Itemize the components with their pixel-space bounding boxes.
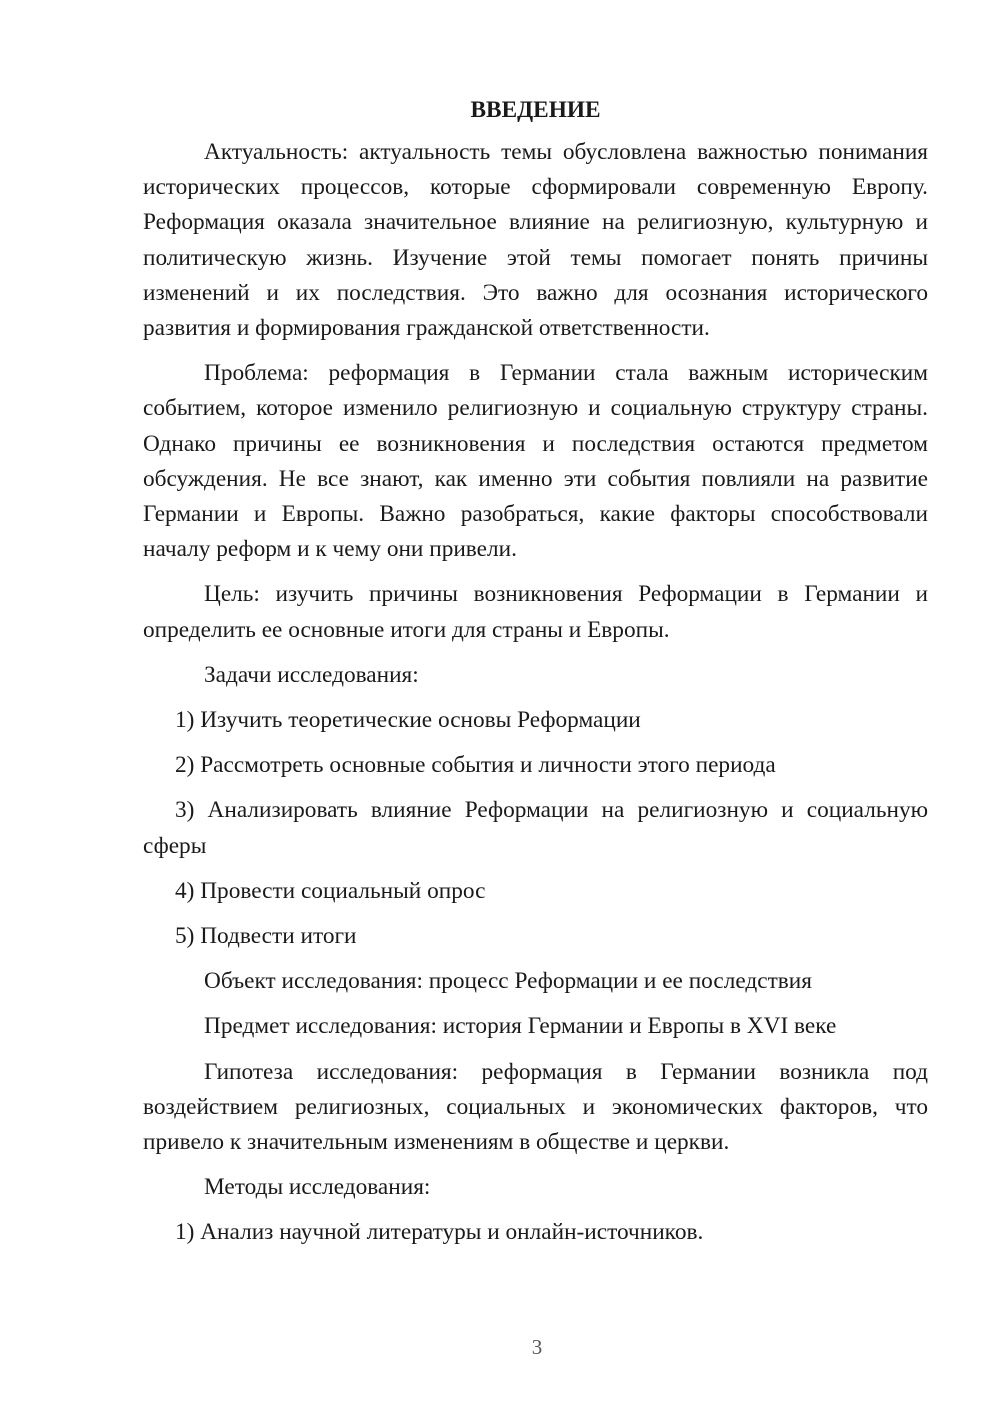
goal-paragraph: Цель: изучить причины возникновения Реформации в Германии и определить ее основные итоги для страны и Европы. <box>143 581 928 643</box>
task-item: 1) Изучить теоретические основы Реформации <box>175 707 641 734</box>
subject-line: Предмет исследования: история Германии и Европы в XVI веке <box>204 1013 837 1040</box>
object-line: Объект исследования: процесс Реформации и ее последствия <box>204 968 812 995</box>
task-item: 5) Подвести итоги <box>175 923 357 950</box>
task-item: 4) Провести социальный опрос <box>175 877 486 904</box>
method-item: 1) Анализ научной литературы и онлайн-источников. <box>175 1219 704 1246</box>
relevance-paragraph: Актуальность: актуальность темы обусловлена важностью понимания исторических процессов, которые сформировали современную Европу. Реформация оказала значительное влияние на религиозную, культурную и политическую жизнь. Изучение этой темы помогает понять причины изменений и их последствия. Это важно для осознания исторического развития и формирования гражданской ответственности. <box>143 139 928 342</box>
page-title: ВВЕДЕНИЕ <box>470 97 601 123</box>
document-page <box>143 93 928 1261</box>
task-item: 3) Анализировать влияние Реформации на религиозную и социальную сферы <box>143 797 928 859</box>
tasks-heading: Задачи исследования: <box>204 661 419 688</box>
problem-paragraph: Проблема: реформация в Германии стала важным историческим событием, которое изменило религиозную и социальную структуру страны. Однако причины ее возникновения и последствия остаются предметом обсуждения. Не все знают, как именно эти события повлияли на развитие Германии и Европы. Важно разобраться, какие факторы способствовали началу реформ и к чему они привели. <box>143 360 928 563</box>
methods-heading: Методы исследования: <box>204 1174 431 1201</box>
hypothesis-paragraph: Гипотеза исследования: реформация в Германии возникла под воздействием религиозных, социальных и экономических факторов, что привело к значительным изменениям в обществе и церкви. <box>143 1058 928 1156</box>
task-item: 2) Рассмотреть основные события и личности этого периода <box>175 752 776 779</box>
page-number: 3 <box>531 1335 543 1359</box>
